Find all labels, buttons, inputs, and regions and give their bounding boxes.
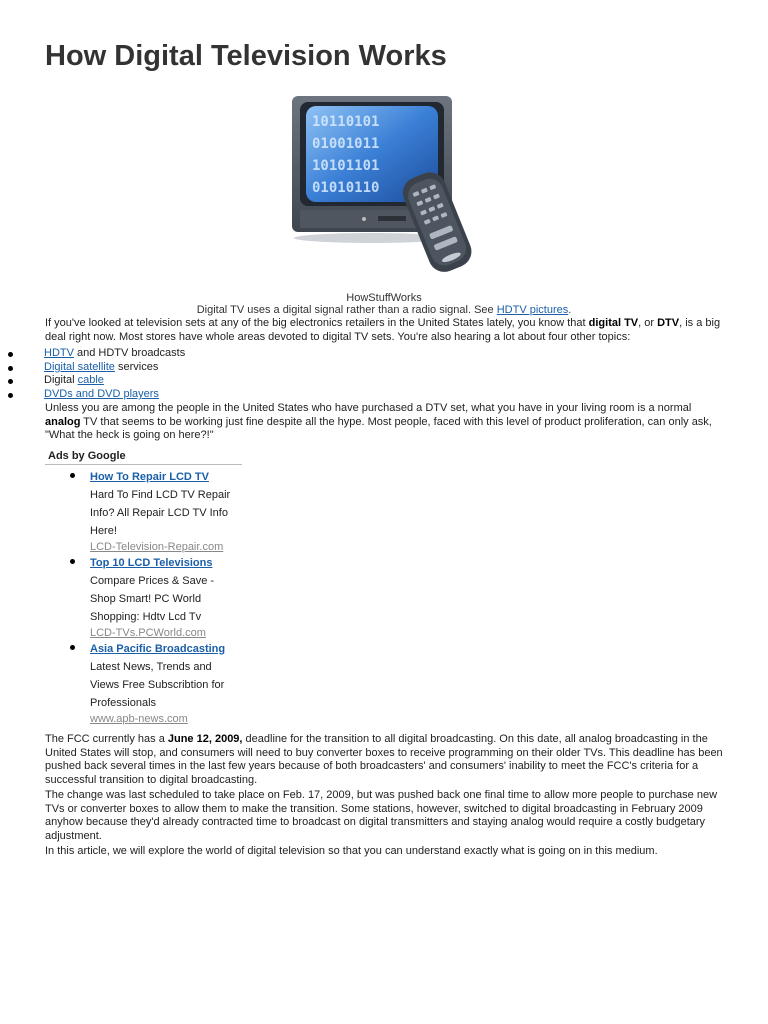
ad-title-link[interactable]: Asia Pacific Broadcasting: [90, 643, 226, 655]
list-item: [0, 374, 185, 388]
fcc-text: The FCC currently has a: [45, 733, 168, 745]
ad-title-link[interactable]: Top 10 LCD Televisions: [90, 557, 213, 569]
screen-line: 10101101: [312, 158, 380, 174]
topic-prefix: Digital: [44, 374, 78, 387]
analog-text: Unless you are among the people in the United States who have purchased a DTV set, what you have in your living room is a normal: [45, 402, 692, 414]
bullet-icon: [8, 393, 13, 398]
ad-description: Hard To Find LCD TV Repair Info? All Repair LCD TV Info Here!: [90, 489, 231, 537]
ad-url-link[interactable]: LCD-TVs.PCWorld.com: [90, 627, 206, 639]
topic-text: services: [114, 360, 159, 373]
ad-item: [90, 554, 240, 640]
hdtv-pictures-link[interactable]: HDTV pictures: [496, 304, 569, 316]
fcc-paragraph: [45, 733, 725, 787]
bullet-icon: [70, 645, 75, 650]
list-item: [0, 388, 185, 402]
bullet-icon: [8, 366, 13, 371]
image-credit: HowStuffWorks: [346, 292, 422, 304]
tv-illustration: [286, 92, 486, 287]
closing-paragraph: In this article, we will explore the world of digital television so that you can understand exactly what is going on in this medium.: [45, 845, 658, 857]
topics-list: [0, 347, 185, 402]
ads-header: Ads by Google: [45, 450, 242, 465]
intro-bold-digital-tv: digital TV: [588, 317, 639, 329]
change-paragraph: The change was last scheduled to take place on Feb. 17, 2009, but was pushed back one final time to allow more people to purchase new TVs or converter boxes to allow them to make the transition. Some stations, however, switched to digital broadcasting in February 2009 anyhow because they'd already contracted time to broadcast on digital transmitters and staying analog would require a costly budgetary adjustment.: [45, 789, 718, 842]
screen-line: 10110101: [312, 114, 380, 130]
intro-text: , is a big deal right now. Most stores have whole areas devoted to digital TV sets. You're also hearing a lot about four other topics:: [45, 317, 721, 343]
caption-text: Digital TV uses a digital signal rather than a radio signal. See: [196, 304, 497, 316]
ad-description: Latest News, Trends and Views Free Subscribtion for Professionals: [90, 661, 225, 709]
google-ads-block: [45, 450, 245, 726]
ad-item: [90, 468, 240, 554]
analog-bold: analog: [45, 415, 81, 428]
cable-link[interactable]: cable: [77, 374, 104, 387]
ad-url-link[interactable]: LCD-Television-Repair.com: [90, 541, 224, 553]
ad-url-link[interactable]: www.apb-news.com: [90, 713, 188, 725]
intro-paragraph: [45, 317, 725, 344]
topic-text: and HDTV broadcasts: [73, 347, 186, 359]
ad-description: Compare Prices & Save - Shop Smart! PC World Shopping: Hdtv Lcd Tv: [90, 575, 215, 623]
digital-satellite-link[interactable]: Digital satellite: [44, 360, 115, 373]
image-caption: [0, 304, 768, 316]
intro-text: , or: [638, 317, 658, 329]
intro-bold-dtv: DTV: [657, 317, 680, 329]
fcc-bold-date: June 12, 2009,: [167, 733, 243, 745]
list-item: [0, 347, 185, 361]
page-title: How Digital Television Works: [45, 40, 447, 72]
hdtv-link[interactable]: HDTV: [44, 347, 74, 359]
screen-line: 01010110: [312, 180, 380, 196]
bullet-icon: [8, 352, 13, 357]
bullet-icon: [70, 559, 75, 564]
ad-title-link[interactable]: How To Repair LCD TV: [90, 471, 209, 483]
bullet-icon: [70, 473, 75, 478]
dvds-link[interactable]: DVDs and DVD players: [44, 388, 159, 401]
intro-text: If you've looked at television sets at any of the big electronics retailers in the United States lately, you know that: [45, 317, 589, 329]
caption-suffix: .: [568, 304, 572, 316]
analog-text: TV that seems to be working just fine despite all the hype. Most people, faced with this level of product proliferation, can only ask, "What the heck is going on here?!": [45, 415, 712, 441]
tv-with-remote-image: [286, 92, 486, 287]
list-item: [0, 361, 185, 375]
fcc-text: deadline for the transition to all digital broadcasting. On this date, all analog broadcasting in the United States will stop, and consumers will need to buy converter boxes to receive programming on their older TVs. This deadline has been pushed back several times in the last few years because of both broadcasters' and consumers' inability to meet the FCC's criteria for a successful transition to digital broadcasting.: [45, 733, 723, 786]
screen-line: 01001011: [312, 136, 380, 152]
ad-item: [90, 640, 240, 726]
bullet-icon: [8, 379, 13, 384]
analog-paragraph: [45, 402, 725, 443]
